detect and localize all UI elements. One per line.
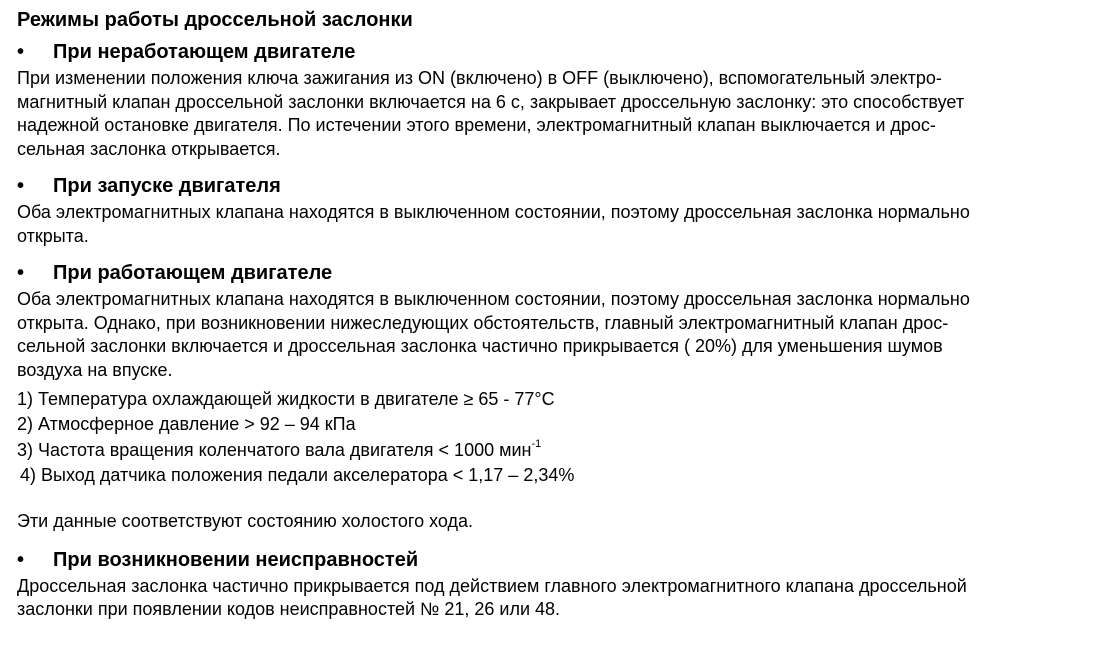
- superscript: -1: [531, 437, 542, 450]
- section-heading-malfunctions: [17, 547, 1107, 573]
- section-heading-engine-off: [17, 39, 1107, 65]
- bullet-icon: •: [17, 175, 25, 197]
- list-item: [17, 438, 1107, 463]
- list-item: 2) Атмосферное давление > 92 – 94 кПа: [17, 414, 356, 435]
- list-item: 4) Выход датчика положения педали акселератора < 1,17 – 2,34%: [20, 464, 575, 485]
- heading-text: При возникновении неисправностей: [53, 548, 419, 571]
- text-line: открыта. Однако, при возникновении нижеследующих обстоятельств, главный электромагнитный клапан дрос-: [17, 312, 949, 333]
- section-body-engine-start: [17, 201, 1107, 248]
- page-title: Режимы работы дроссельной заслонки: [17, 9, 413, 31]
- document: [17, 7, 1107, 622]
- section-body-malfunctions: [17, 575, 1107, 622]
- section-body-engine-off: [17, 67, 1107, 161]
- text-line: магнитный клапан дроссельной заслонки включается на 6 с, закрывает дроссельную заслонку: это способствует: [17, 91, 965, 112]
- bullet-icon: •: [17, 548, 25, 571]
- text-line: Оба электромагнитных клапана находятся в выключенном состоянии, поэтому дроссельная заслонка нормально: [17, 202, 970, 222]
- bullet-icon: •: [17, 262, 25, 284]
- section-heading-engine-start: [17, 173, 1107, 199]
- bullet-icon: •: [17, 41, 25, 63]
- heading-text: При неработающем двигателе: [53, 41, 356, 63]
- text-line: сельной заслонки включается и дроссельная заслонка частично прикрывается ( 20%) для уменьшения шумов: [17, 336, 943, 356]
- list-item-text: 3) Частота вращения коленчатого вала двигателя < 1000 мин: [17, 439, 532, 460]
- heading-text: При запуске двигателя: [53, 175, 281, 197]
- text-line: Дроссельная заслонка частично прикрывается под действием главного электромагнитного клапана дроссельной: [17, 575, 967, 596]
- section-body-engine-running: [17, 288, 1107, 382]
- idle-note: Эти данные соответствуют состоянию холостого хода.: [17, 511, 474, 532]
- text-line: Оба электромагнитных клапана находятся в выключенном состоянии, поэтому дроссельная заслонка нормально: [17, 289, 970, 309]
- text-line: надежной остановке двигателя. По истечении этого времени, электромагнитный клапан выключается и дрос-: [17, 115, 936, 135]
- conditions-list: [17, 387, 1107, 488]
- heading-text: При работающем двигателе: [53, 262, 333, 284]
- text-line: открыта.: [17, 225, 89, 246]
- text-line: заслонки при появлении кодов неисправностей № 21, 26 или 48.: [17, 599, 561, 620]
- section-heading-engine-running: [17, 260, 1107, 286]
- text-line: сельная заслонка открывается.: [17, 138, 281, 159]
- text-line: При изменении положения ключа зажигания из ON (включено) в OFF (выключено), вспомогательный электро-: [17, 68, 942, 88]
- list-item: 1) Температура охлаждающей жидкости в двигателе ≥ 65 - 77°C: [17, 389, 555, 409]
- text-line: воздуха на впуске.: [17, 359, 173, 380]
